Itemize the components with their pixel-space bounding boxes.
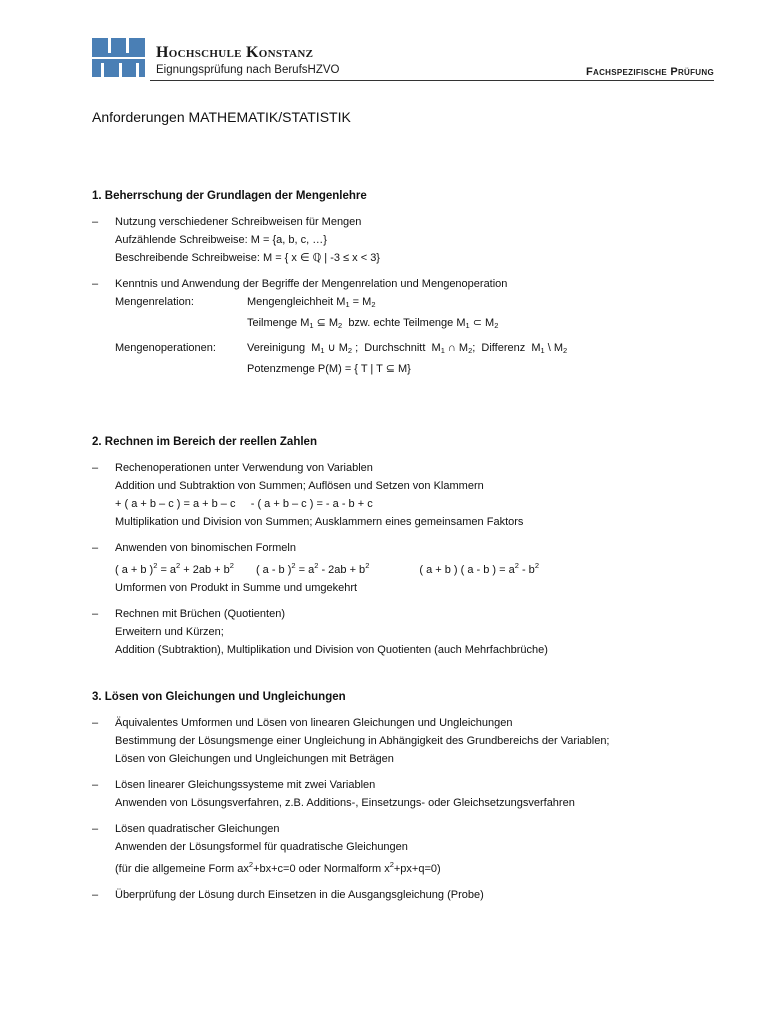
relation-row [115, 293, 722, 314]
item-text: Rechnen mit Brüchen (Quotienten) [115, 608, 285, 620]
list-item [92, 275, 722, 378]
header-subtitle: Eignungsprüfung nach BerufsHZVO [156, 64, 340, 76]
item-text: Addition (Subtraktion), Multiplikation und Division von Quotienten (auch Mehrfachbrüche) [115, 644, 548, 656]
list-item [92, 714, 722, 768]
formula: (für die allgemeine Form $ax^2+bx+c=0$ oder Normalform $x^2+px+q=0$) [115, 860, 441, 875]
item-text: Kenntnis und Anwendung der Begriffe der Mengenrelation und Mengenoperation [115, 278, 508, 290]
list-item [92, 459, 722, 531]
section-heading: 3. Lösen von Gleichungen und Ungleichungen [92, 691, 346, 703]
section-mengenlehre [92, 187, 722, 386]
formula: Mengengleichheit $M_1 = M_2$ [247, 296, 376, 309]
section-gleichungen [92, 688, 722, 912]
item-text: Bestimmung der Lösungsmenge einer Ungleichung in Abhängigkeit des Grundbereichs der Variablen; [115, 735, 610, 747]
formula: Teilmenge $M_1$ ⊆ $M_2$ bzw. echte Teilmenge $M_1$ ⊂ $M_2$ [247, 317, 499, 330]
item-text: Anwenden von Lösungsverfahren, z.B. Additions-, Einsetzungs- oder Gleichsetzungsverfahren [115, 797, 575, 809]
operations-row [115, 339, 722, 360]
section-reelle-zahlen [92, 433, 722, 667]
list-bullet: – [92, 608, 99, 620]
item-text: Überprüfung der Lösung durch Einsetzen in die Ausgangsgleichung (Probe) [115, 889, 484, 901]
list-bullet: – [92, 823, 99, 835]
item-text: Erweitern und Kürzen; [115, 626, 224, 638]
section-heading: 2. Rechnen im Bereich der reellen Zahlen [92, 436, 317, 448]
list-item [92, 605, 722, 659]
list-bullet: – [92, 542, 99, 554]
list-item [92, 539, 722, 597]
item-text: Aufzählende Schreibweise: M = {a, b, c, …} [115, 234, 327, 246]
item-text: Anwenden der Lösungsformel für quadratische Gleichungen [115, 841, 408, 853]
org-name: Hochschule Konstanz [156, 44, 314, 61]
list-bullet: – [92, 889, 99, 901]
item-text: Anwenden von binomischen Formeln [115, 542, 296, 554]
list-item [92, 213, 722, 267]
document-title: Anforderungen MATHEMATIK/STATISTIK [92, 109, 351, 125]
item-text: Umformen von Produkt in Summe und umgekehrt [115, 582, 358, 594]
row-label: Mengenrelation: [115, 296, 194, 308]
header-divider [150, 80, 714, 81]
item-text: + ( a + b – c ) = a + b – c - ( a + b – c ) = - a - b + c [115, 498, 373, 510]
list-bullet: – [92, 717, 99, 729]
row-label: Mengenoperationen: [115, 342, 216, 354]
formula: Vereinigung $M_1$ ∪ $M_2$ ; Durchschnitt $M_1$ ∩ $M_2$; Differenz $M_1$ \ $M_2$ [247, 342, 568, 355]
list-item [92, 886, 722, 904]
header-right-title: Fachspezifische Prüfung [585, 66, 714, 78]
list-bullet: – [92, 278, 99, 290]
item-text: Nutzung verschiedener Schreibweisen für Mengen [115, 216, 362, 228]
formula: Potenzmenge P(M) = { T | T ⊆ M} [247, 363, 411, 375]
list-item [92, 820, 722, 878]
formula: ( a + b )$^2 = a^2 + 2ab + b^2$ ( a - b )$^2 = a^2 - 2ab + b^2$ ( a + b ) ( a - b ) = $a^2 - b^2$ [115, 561, 539, 576]
list-bullet: – [92, 779, 99, 791]
item-text: Beschreibende Schreibweise: M = { x ∈ ℚ | -3 ≤ x < 3} [115, 252, 380, 264]
item-text: Lösen quadratischer Gleichungen [115, 823, 280, 835]
item-text: Lösen linearer Gleichungssysteme mit zwei Variablen [115, 779, 376, 791]
item-text: Multiplikation und Division von Summen; Ausklammern eines gemeinsamen Faktors [115, 516, 524, 528]
list-item [92, 776, 722, 812]
list-bullet: – [92, 462, 99, 474]
item-text: Lösen von Gleichungen und Ungleichungen mit Beträgen [115, 753, 394, 765]
university-logo [92, 38, 145, 77]
item-text: Addition und Subtraktion von Summen; Auflösen und Setzen von Klammern [115, 480, 484, 492]
item-text: Äquivalentes Umformen und Lösen von linearen Gleichungen und Ungleichungen [115, 717, 513, 729]
list-bullet: – [92, 216, 99, 228]
item-text: Rechenoperationen unter Verwendung von Variablen [115, 462, 373, 474]
section-heading: 1. Beherrschung der Grundlagen der Mengenlehre [92, 190, 367, 202]
